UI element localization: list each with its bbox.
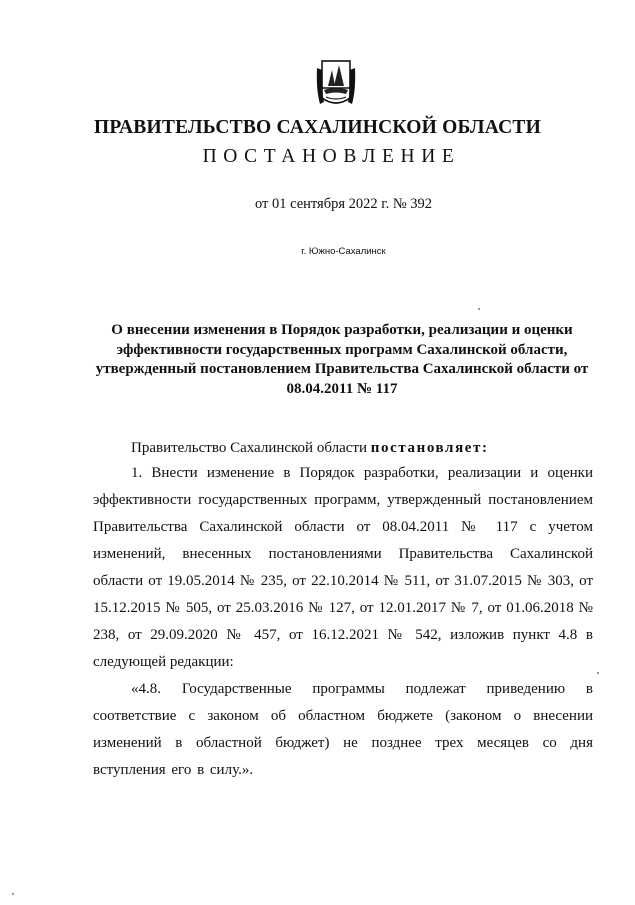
paragraph-quoted-clause: «4.8. Государственные программы подлежат приведению в соответствие с законом об областном бюджете (законом о внесении изменений в областной бюджет) не позднее трех месяцев со дня вступления его в силу.». bbox=[93, 681, 593, 778]
scan-speck bbox=[597, 672, 599, 674]
government-title: ПРАВИТЕЛЬСТВО САХАЛИНСКОЙ ОБЛАСТИ bbox=[94, 117, 541, 138]
document-type: ПОСТАНОВЛЕНИЕ bbox=[202, 146, 461, 167]
sakhalin-coat-of-arms-icon bbox=[316, 58, 356, 110]
scan-speck bbox=[12, 893, 14, 895]
city-of-issue: г. Южно-Сахалинск bbox=[301, 246, 386, 257]
paragraph-item-1: 1. Внести изменение в Порядок разработки, реализации и оценки эффективности государственных программ, утвержденный постановлением Правительства Сахалинской области от 08.04.2011 № 117 с учетом изменений, внесенных постановлениями Правительства Сахалинской области от 19.05.2014 № 235, от 22.10.2014 № 511, от 31.07.2015 № 303, от 15.12.2015 № 505, от 25.03.2016 № 127, от 12.01.2017 № 7, от 01.06.2018 № 238, от 29.09.2020 № 457, от 16.12.2021 № 542, изложив пункт 4.8 в следующей редакции: bbox=[93, 465, 593, 670]
preamble-lead: Правительство Сахалинской области bbox=[131, 440, 371, 456]
preamble-emphasis: постановляет: bbox=[370, 440, 489, 456]
document-subject: О внесении изменения в Порядок разработки, реализации и оценки эффективности государственных программ Сахалинской области, утвержденный постановлением Правительства Сахалинской области от 08.04.2011 № 117 bbox=[95, 322, 589, 397]
scan-speck bbox=[478, 308, 480, 310]
preamble bbox=[131, 440, 489, 457]
document-body bbox=[93, 460, 593, 784]
document-date-number: от 01 сентября 2022 г. № 392 bbox=[254, 196, 433, 212]
